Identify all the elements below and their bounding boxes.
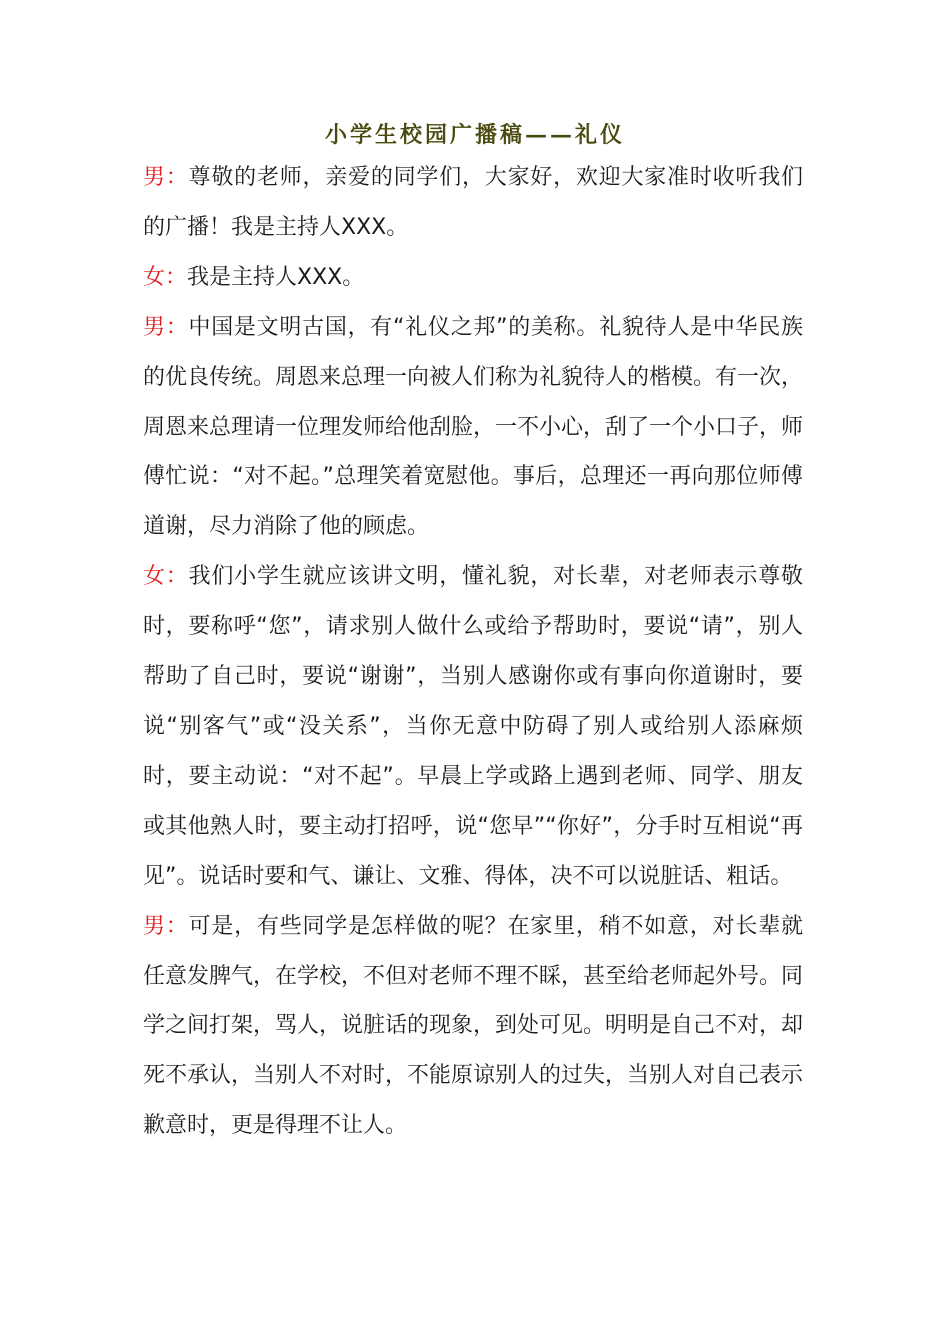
paragraph-text: 中国是文明古国，有“礼仪之邦”的美称。礼貌待人是中华民族的优良传统。周恩来总理一向被人们称为礼貌待人的楷模。有一次，周恩来总理请一位理发师给他刮脸，一不小心，刮了一个小口子，师傅忙说：“对不起。”总理笑着宽慰他。事后，总理还一再向那位师傅道谢，尽力消除了他的顾虑。	[143, 314, 804, 540]
script-paragraph	[143, 552, 803, 901]
paragraph-text: 可是，有些同学是怎样做的呢？在家里，稍不如意，对长辈就任意发脾气，在学校，不但对老师不理不睬，甚至给老师起外号。同学之间打架，骂人，说脏话的现象，到处可见。明明是自己不对，却死不承认，当别人不对时，不能原谅别人的过失，当别人对自己表示歉意时，更是得理不让人。	[143, 913, 804, 1139]
script-paragraph	[143, 303, 803, 553]
speaker-separator: ：	[165, 264, 188, 290]
speaker-separator: ：	[165, 913, 189, 939]
paragraph-text: 我们小学生就应该讲文明，懂礼貌，对长辈，对老师表示尊敬时，要称呼“您”，请求别人做什么或给予帮助时，要说“请”，别人帮助了自己时，要说“谢谢”，当别人感谢你或有事向你道谢时，要说“别客气”或“没关系”，当你无意中防碍了别人或给别人添麻烦时，要主动说：“对不起”。早晨上学或路上遇到老师、同学、朋友或其他熟人时，要主动打招呼，说“您早”“你好”，分手时互相说“再见”。说话时要和气、谦让、文雅、得体，决不可以说脏话、粗话。	[143, 564, 803, 889]
speaker-label: 女	[143, 264, 166, 290]
speaker-label: 女	[143, 564, 166, 590]
speaker-separator: ：	[165, 314, 189, 340]
script-paragraph	[143, 253, 803, 303]
broadcast-script	[143, 153, 803, 1151]
paragraph-text: 尊敬的老师，亲爱的同学们，大家好，欢迎大家准时收听我们的广播！我是主持人XXX。	[143, 165, 803, 240]
script-paragraph	[143, 902, 803, 1152]
speaker-separator: ：	[165, 165, 189, 190]
paragraph-text: 我是主持人XXX。	[187, 264, 365, 290]
speaker-label: 男	[143, 165, 166, 190]
speaker-label: 男	[143, 913, 166, 939]
speaker-separator: ：	[165, 564, 189, 590]
speaker-label: 男	[143, 314, 166, 340]
script-paragraph	[143, 153, 803, 253]
page-title: 小学生校园广播稿——礼仪	[324, 122, 625, 148]
